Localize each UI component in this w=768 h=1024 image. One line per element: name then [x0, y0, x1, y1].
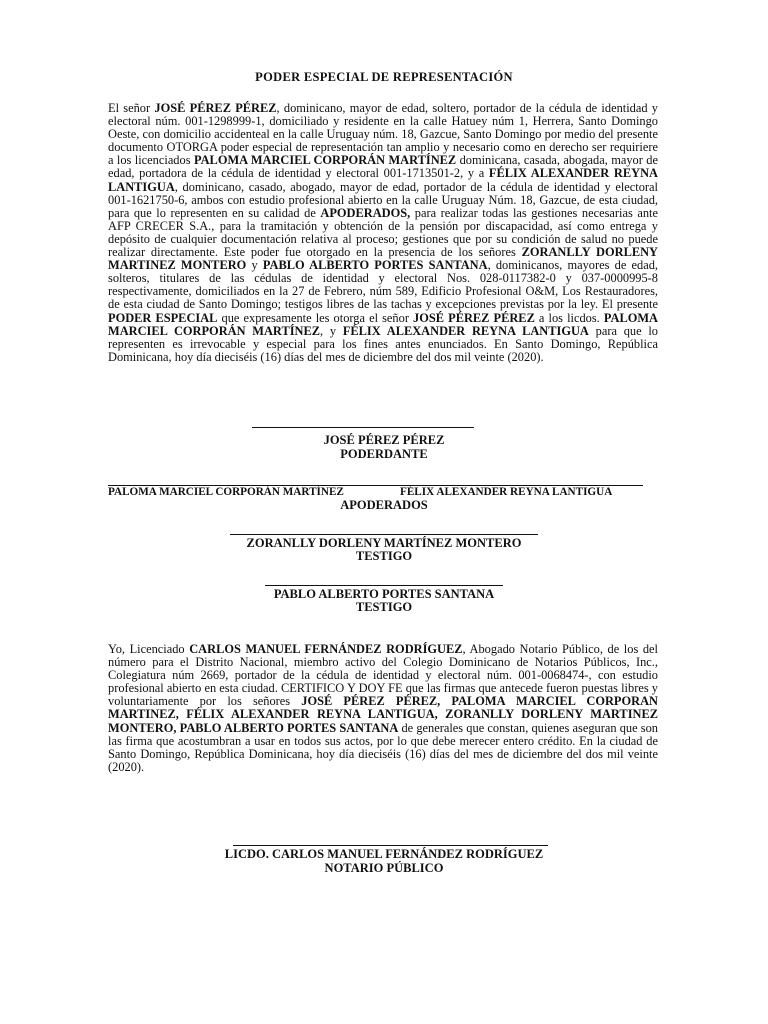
testigo-1-name: ZORANLLY DORLENY MARTÍNEZ MONTERO — [246, 536, 522, 550]
signature-line-testigo-1 — [230, 534, 538, 535]
notary-name: LICDO. CARLOS MANUEL FERNÁNDEZ RODRÍGUEZ — [224, 847, 544, 861]
bold-text-run: ZORANLLY DORLENY MARTINEZ MONTERO — [108, 245, 658, 273]
signature-line-testigo-2 — [265, 585, 503, 586]
apoderado-2-name: FÉLIX ALEXANDER REYNA LANTIGUA — [400, 486, 613, 498]
bold-text-run: PALOMA MARCIEL CORPORÁN MARTÍNEZ — [108, 310, 659, 338]
signature-line-poderdante — [252, 427, 474, 428]
notary-paragraph — [108, 643, 658, 774]
text-run: , dominicano, mayor de edad, soltero, portador de la cédula de identidad y electoral núm. 001-1298999-1, domiciliado y residente en la calle Hatuey núm 1, Herrera, Santo Domingo Oeste, con domicilio accidenteal en la calle Uruguay núm. 18, Gazcue, Santo Domingo por medio del presente documento OTORGA poder especial de representación tan amplio y necesario como en derecho ser requiriere a los licenciados — [108, 101, 659, 168]
text-run: dominicana, casada, abogada, mayor de edad, portadora de la cédula de identidad y electoral 001-1713501-2, y a — [108, 153, 658, 181]
text-run: , y — [320, 323, 343, 338]
poderdante-role: PODERDANTE — [340, 447, 428, 461]
bold-text-run: PODER ESPECIAL — [108, 310, 218, 325]
bold-text-run: FÉLIX ALEXANDER REYNA LANTIGUA — [108, 166, 658, 194]
bold-text-run: APODERADOS, — [320, 205, 411, 220]
bold-text-run: PABLO ALBERTO PORTES SANTANA — [262, 258, 488, 273]
text-run: , dominicanos, mayores de edad, solteros, titulares de las cédulas de identidad y electoral Nos. 028-0117382-0 y 037-0000995-8 respectivamente, domiciliados en la 27 de Febrero, núm 589, Edificio Profesional O&M, Los Restauradores, de esta ciudad de Santo Domingo; testigos libres de las tachas y excepciones previstas por la ley. El presente — [108, 258, 658, 312]
text-run: y — [246, 258, 263, 273]
testigo-2-role: TESTIGO — [355, 600, 413, 614]
text-run: , dominicano, casado, abogado, mayor de edad, portador de la cédula de identidad y electoral 001-1621750-6, ambos con estudio profesional abierto en la calle Uruguay Núm. 18, Gazcue, de esta ciudad, para que lo representen en su calidad de — [108, 179, 658, 220]
text-run: para realizar todas las gestiones necesarias ante AFP CRECER S.A., para la tramitación y obtención de la pensión por discapacidad, así como entrega y depósito de cualquier documentación relativa al proceso; gestiones que por su condición de salud no puede realizar directamente. Este poder fue otorgado en la presencia de los señores — [108, 205, 658, 260]
text-run: , Abogado Notario Público, de los del número para el Distrito Nacional, miembro activo del Colegio Dominicano de Notarios Públicos, Inc., Colegiatura núm 2669, portador de la cédula de identidad y electoral núm. 001-0068474-, con estudio profesional abierto en esta ciudad. CERTIFICO Y DOY FE que las firmas que antecede fueron puestas libres y voluntariamente por los señores — [108, 642, 658, 709]
bold-text-run: PALOMA MARCIEL CORPORÁN MARTÍNEZ — [193, 153, 457, 168]
testigo-1-role: TESTIGO — [355, 549, 413, 563]
text-run: que expresamente les otorga el señor — [217, 310, 414, 325]
text-run: El señor — [108, 101, 155, 115]
bold-text-run: JOSÉ PÉREZ PÉREZ — [413, 310, 535, 325]
bold-text-run: FÉLIX ALEXANDER REYNA LANTIGUA — [342, 323, 589, 338]
notary-role: NOTARIO PÚBLICO — [324, 861, 444, 875]
document-title: PODER ESPECIAL DE REPRESENTACIÓN — [255, 70, 513, 84]
apoderado-1-name: PALOMA MARCIEL CORPORÁN MARTÍNEZ — [108, 486, 344, 498]
bold-text-run: JOSÉ PÉREZ PÉREZ — [154, 101, 277, 115]
poderdante-name: JOSÉ PÉREZ PÉREZ — [323, 433, 445, 447]
signature-line-notary — [233, 845, 548, 846]
text-run: a los licdos. — [534, 310, 604, 325]
apoderados-role: APODERADOS — [340, 498, 428, 512]
text-run: de generales que constan, quienes aseguran que son las firma que acostumbran a usar en todos sus actos, por lo que debe merecer entero crédito. En la ciudad de Santo Domingo, República Dominicana, hoy día dieciséis (16) días del mes de diciembre del dos mil veinte (2020). — [108, 720, 658, 774]
text-run: para que lo representen es irrevocable y especial para los fines antes enunciados. En Santo Domingo, República Dominicana, hoy día dieciséis (16) días del mes de diciembre del dos mil veinte (2020). — [108, 323, 658, 364]
bold-text-run: JOSÉ PÉREZ PÉREZ, PALOMA MARCIEL CORPORAN MARTINEZ, FÉLIX ALEXANDER REYNA LANTIGUA, ZORANLLY DORLENY MARTINEZ MONTERO, PABLO ALBERTO PORTES SANTANA — [108, 694, 658, 735]
body-paragraph — [108, 102, 658, 364]
testigo-2-name: PABLO ALBERTO PORTES SANTANA — [273, 587, 495, 601]
bold-text-run: CARLOS MANUEL FERNÁNDEZ RODRÍGUEZ — [189, 642, 463, 656]
text-run: Yo, Licenciado — [108, 642, 190, 656]
